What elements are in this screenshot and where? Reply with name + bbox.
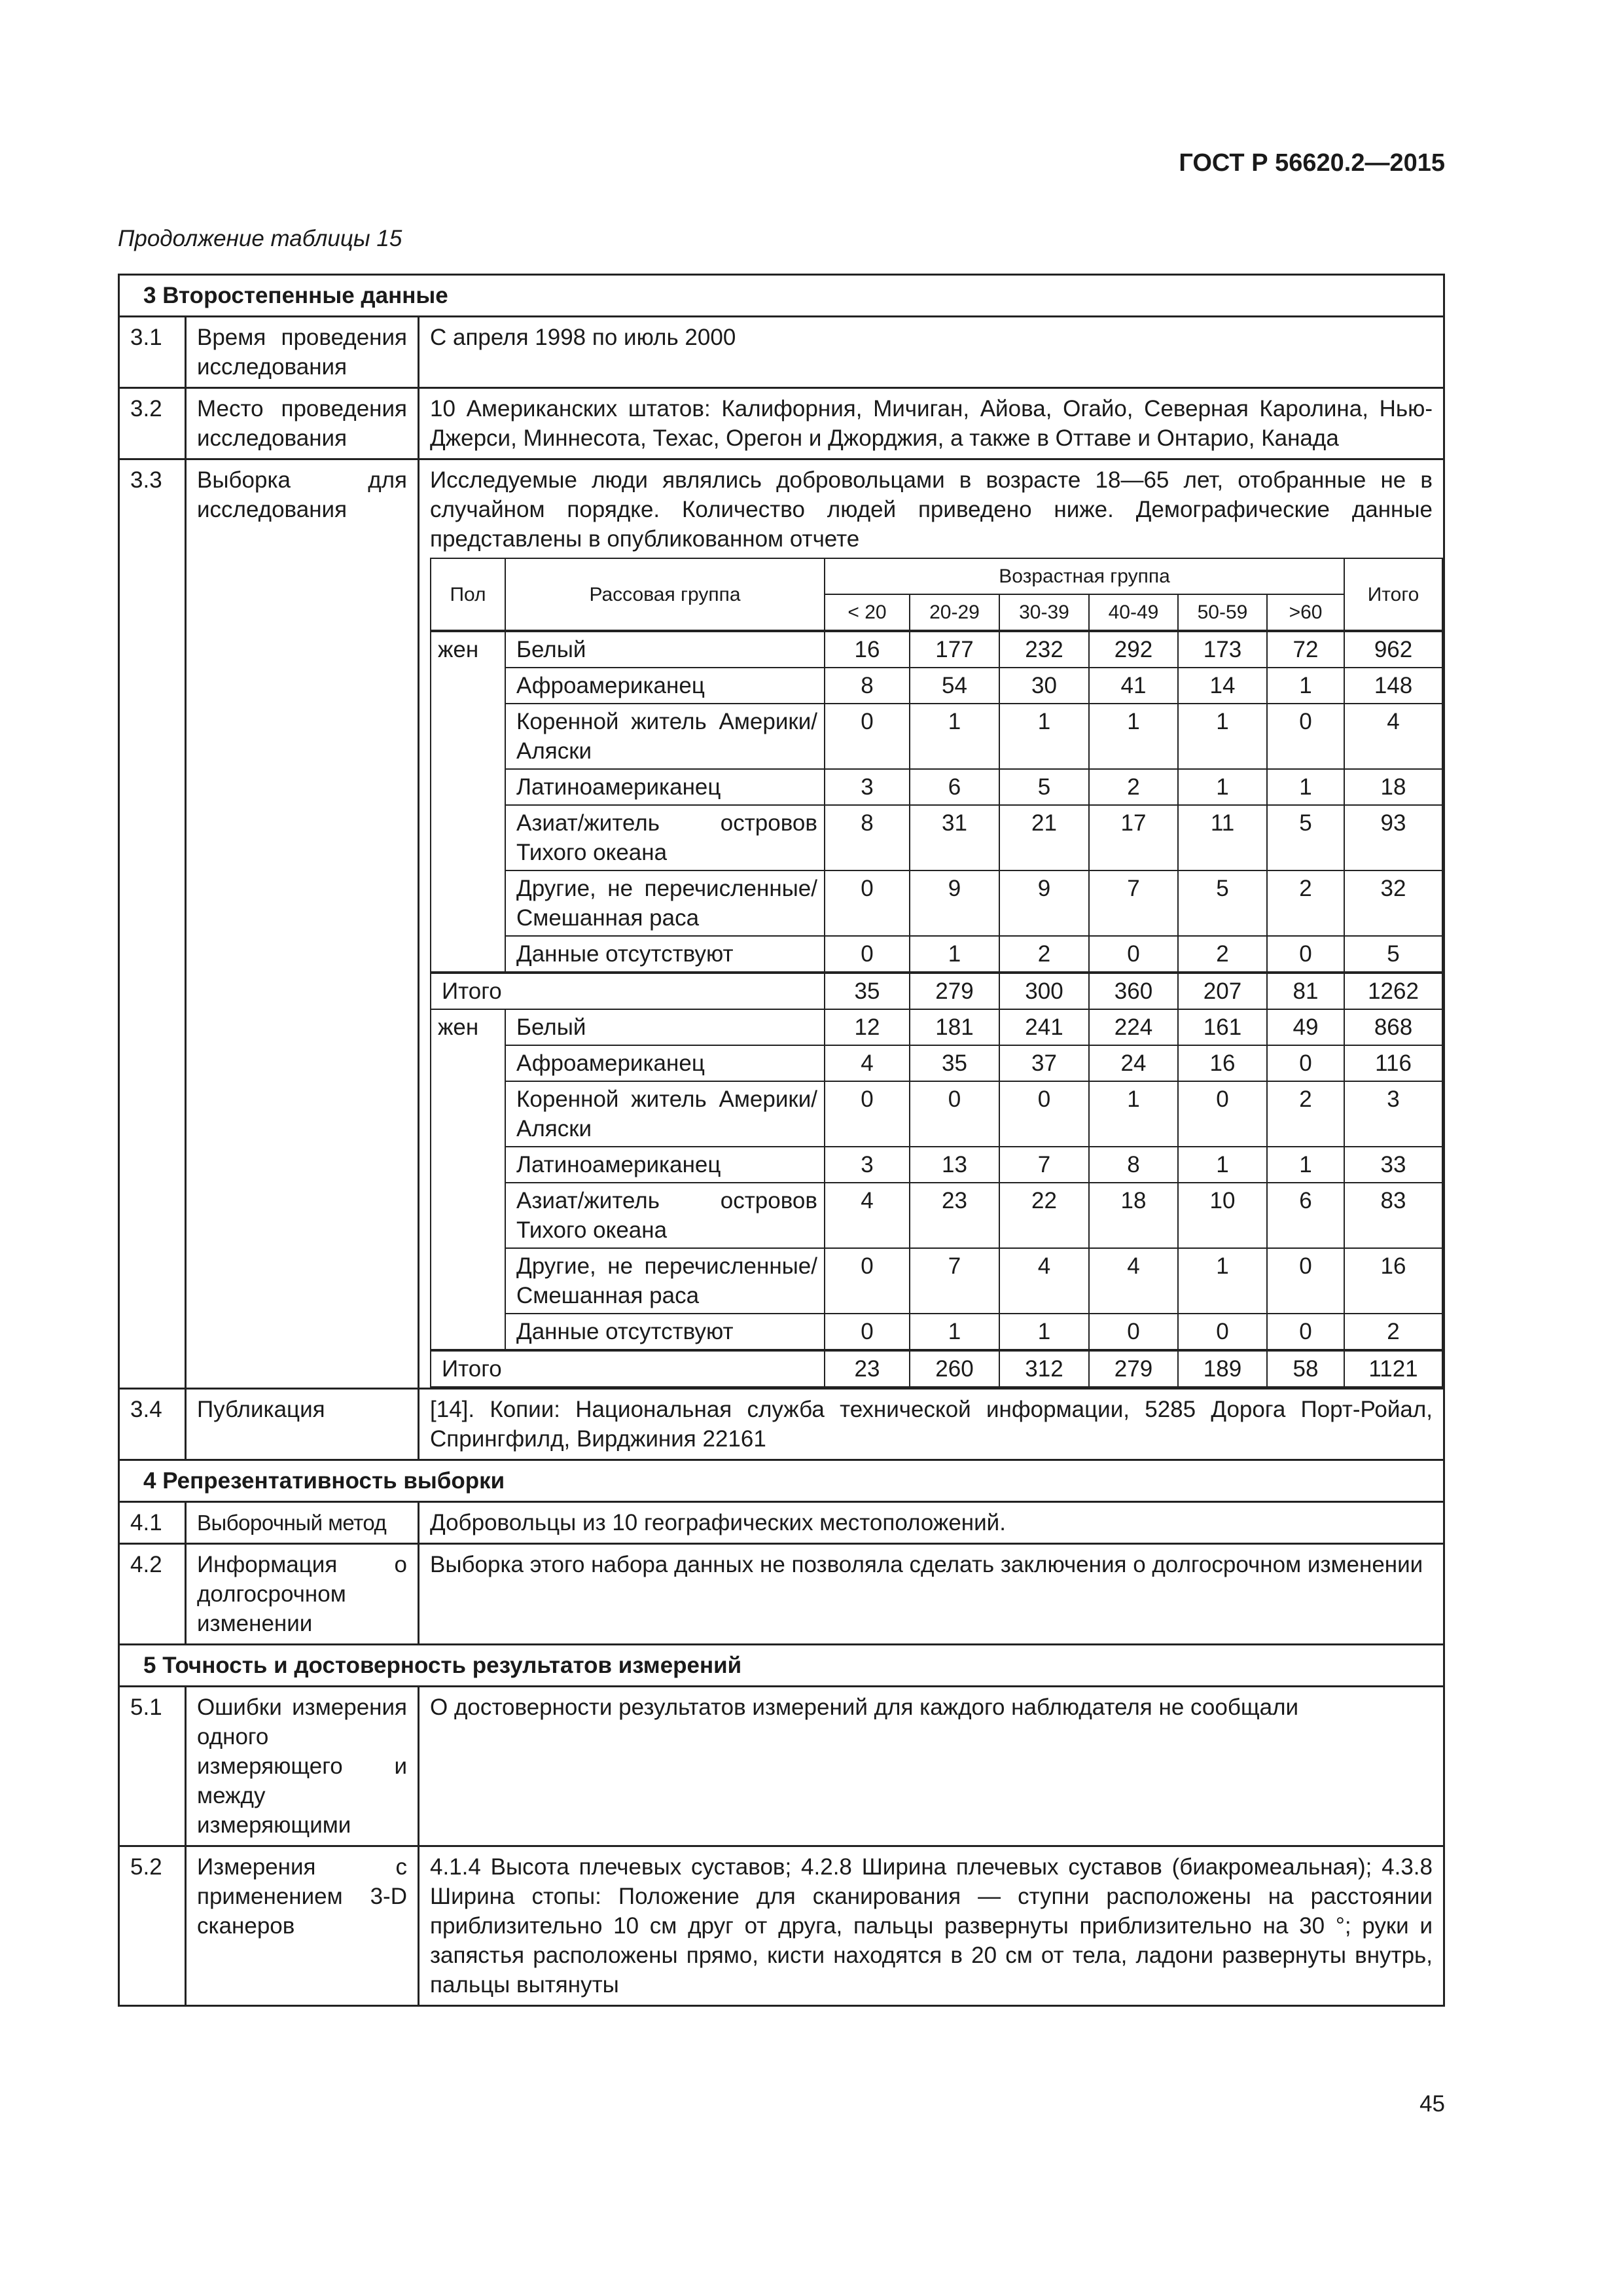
- row-number: 3.3: [119, 459, 186, 1389]
- table-row: [431, 1248, 1442, 1314]
- value-cell: 0: [1267, 1314, 1344, 1350]
- value-cell: 3: [825, 1147, 910, 1183]
- row-number: 3.1: [119, 317, 186, 388]
- table-row: [119, 1846, 1444, 2006]
- total-value: 279: [910, 973, 999, 1009]
- total-value: 260: [910, 1350, 999, 1387]
- total-label: Итого: [431, 1350, 825, 1387]
- section-header-4: [119, 1460, 1444, 1502]
- row-label: Выборочный метод: [186, 1502, 419, 1544]
- value-cell: 11: [1178, 805, 1267, 870]
- value-cell: 0: [825, 1081, 910, 1147]
- value-cell: 8: [825, 668, 910, 704]
- value-cell: 0: [910, 1081, 999, 1147]
- value-cell: 1: [1178, 769, 1267, 805]
- total-value: 300: [999, 973, 1089, 1009]
- section-title: 3 Второстепенные данные: [119, 275, 1444, 317]
- race-cell: Латиноамериканец: [505, 769, 825, 805]
- value-cell: 16: [1178, 1045, 1267, 1081]
- value-cell: 2: [1267, 1081, 1344, 1147]
- row-label: Ошибки измерения одного измеряющего и между измеряющими: [186, 1687, 419, 1846]
- value-cell: 0: [1178, 1081, 1267, 1147]
- table-row: [119, 1687, 1444, 1846]
- row-number: 5.2: [119, 1846, 186, 2006]
- table-row: [119, 459, 1444, 1389]
- row-text: Выборка этого набора данных не позволяла сделать заключения о долгосрочном изменении: [419, 1544, 1444, 1645]
- row-number: 3.2: [119, 388, 186, 459]
- value-cell: 5: [1267, 805, 1344, 870]
- row-number: 4.1: [119, 1502, 186, 1544]
- value-cell: 1: [1089, 704, 1178, 769]
- value-cell: 0: [825, 936, 910, 973]
- value-cell: 93: [1344, 805, 1442, 870]
- value-cell: 41: [1089, 668, 1178, 704]
- value-cell: 0: [999, 1081, 1089, 1147]
- value-cell: 8: [825, 805, 910, 870]
- value-cell: 1: [1267, 1147, 1344, 1183]
- total-value: 360: [1089, 973, 1178, 1009]
- value-cell: 1: [1267, 769, 1344, 805]
- row-text: О достоверности результатов измерений для каждого наблюдателя не сообщали: [419, 1687, 1444, 1846]
- value-cell: 0: [1267, 1248, 1344, 1314]
- table-row: [431, 1183, 1442, 1248]
- header-age: < 20: [825, 594, 910, 631]
- total-value: 312: [999, 1350, 1089, 1387]
- table-row: [431, 668, 1442, 704]
- value-cell: 16: [825, 631, 910, 668]
- value-cell: 1: [1178, 1147, 1267, 1183]
- table-row: [431, 1081, 1442, 1147]
- value-cell: 18: [1089, 1183, 1178, 1248]
- value-cell: 148: [1344, 668, 1442, 704]
- value-cell: 13: [910, 1147, 999, 1183]
- value-cell: 4: [1089, 1248, 1178, 1314]
- value-cell: 0: [1089, 1314, 1178, 1350]
- value-cell: 1: [1178, 1248, 1267, 1314]
- value-cell: 31: [910, 805, 999, 870]
- row-text: С апреля 1998 по июль 2000: [419, 317, 1444, 388]
- value-cell: 173: [1178, 631, 1267, 668]
- table-row: [119, 1544, 1444, 1645]
- row-label: Измерения с применением 3-D сканеров: [186, 1846, 419, 2006]
- value-cell: 0: [1089, 936, 1178, 973]
- sex-cell: жен: [431, 1009, 505, 1350]
- header-age: 50-59: [1178, 594, 1267, 631]
- value-cell: 18: [1344, 769, 1442, 805]
- table-row: [431, 1009, 1442, 1045]
- table-row: [431, 805, 1442, 870]
- header-age: 20-29: [910, 594, 999, 631]
- row-text: 10 Американских штатов: Калифорния, Мичиган, Айова, Огайо, Северная Каролина, Нью-Джерси, Миннесота, Техас, Орегон и Джорджия, а также в Оттаве и Онтарио, Канада: [419, 388, 1444, 459]
- standard-designation: ГОСТ Р 56620.2—2015: [1179, 149, 1445, 177]
- race-cell: Латиноамериканец: [505, 1147, 825, 1183]
- race-cell: Данные отсутствуют: [505, 936, 825, 973]
- total-value: 81: [1267, 973, 1344, 1009]
- value-cell: 4: [1344, 704, 1442, 769]
- section-header-5: [119, 1645, 1444, 1687]
- value-cell: 17: [1089, 805, 1178, 870]
- table-row: [119, 388, 1444, 459]
- value-cell: 4: [825, 1045, 910, 1081]
- row-label: Публикация: [186, 1389, 419, 1460]
- value-cell: 1: [1267, 668, 1344, 704]
- table-row: [119, 1502, 1444, 1544]
- row-label: Выборка для исследования: [186, 459, 419, 1389]
- row-number: 3.4: [119, 1389, 186, 1460]
- value-cell: 1: [999, 704, 1089, 769]
- race-cell: Азиат/житель островов Тихого океана: [505, 805, 825, 870]
- table-row: [431, 870, 1442, 936]
- table-row: [119, 1389, 1444, 1460]
- race-cell: Другие, не перечисленные/Смешанная раса: [505, 870, 825, 936]
- total-value: 58: [1267, 1350, 1344, 1387]
- header-total: Итого: [1344, 558, 1442, 631]
- value-cell: 7: [999, 1147, 1089, 1183]
- value-cell: 241: [999, 1009, 1089, 1045]
- row-number: 4.2: [119, 1544, 186, 1645]
- value-cell: 5: [999, 769, 1089, 805]
- value-cell: 0: [825, 1314, 910, 1350]
- header-age: >60: [1267, 594, 1344, 631]
- value-cell: 10: [1178, 1183, 1267, 1248]
- total-row: [431, 1350, 1442, 1387]
- row-text: Добровольцы из 10 географических местоположений.: [419, 1502, 1444, 1544]
- value-cell: 0: [825, 1248, 910, 1314]
- value-cell: 1: [1178, 704, 1267, 769]
- race-cell: Афроамериканец: [505, 1045, 825, 1081]
- value-cell: 35: [910, 1045, 999, 1081]
- value-cell: 2: [1344, 1314, 1442, 1350]
- table-row: [431, 1147, 1442, 1183]
- table-row: [431, 1045, 1442, 1081]
- value-cell: 116: [1344, 1045, 1442, 1081]
- total-value: 35: [825, 973, 910, 1009]
- value-cell: 0: [825, 870, 910, 936]
- value-cell: 12: [825, 1009, 910, 1045]
- value-cell: 181: [910, 1009, 999, 1045]
- value-cell: 3: [1344, 1081, 1442, 1147]
- header-age: 30-39: [999, 594, 1089, 631]
- total-value: 207: [1178, 973, 1267, 1009]
- row-content: [419, 459, 1444, 1389]
- row-number: 5.1: [119, 1687, 186, 1846]
- value-cell: 24: [1089, 1045, 1178, 1081]
- value-cell: 7: [1089, 870, 1178, 936]
- header-age-group: Возрастная группа: [825, 558, 1344, 594]
- value-cell: 2: [1267, 870, 1344, 936]
- value-cell: 2: [1089, 769, 1178, 805]
- value-cell: 5: [1178, 870, 1267, 936]
- value-cell: 32: [1344, 870, 1442, 936]
- row-label: Время проведения исследования: [186, 317, 419, 388]
- section-title: 4 Репрезентативность выборки: [119, 1460, 1444, 1502]
- value-cell: 6: [910, 769, 999, 805]
- total-value: 1262: [1344, 973, 1442, 1009]
- value-cell: 224: [1089, 1009, 1178, 1045]
- race-cell: Другие, не перечисленные/Смешанная раса: [505, 1248, 825, 1314]
- table-continuation-caption: Продолжение таблицы 15: [118, 226, 402, 251]
- total-value: 1121: [1344, 1350, 1442, 1387]
- row-text: 4.1.4 Высота плечевых суставов; 4.2.8 Ширина плечевых суставов (биакромеальная); 4.3.8 Ширина стопы: Положение для сканирования — ступни расположены на расстоянии приблизительно 10 см друг от друга, пальцы развернуты приблизительно на 30 °; руки и запястья расположены прямо, кисти находятся в 20 см от тела, ладони развернуты внутрь, пальцы вытянуты: [419, 1846, 1444, 2006]
- value-cell: 0: [1267, 936, 1344, 973]
- header-race: Рассовая группа: [505, 558, 825, 631]
- value-cell: 5: [1344, 936, 1442, 973]
- total-value: 189: [1178, 1350, 1267, 1387]
- value-cell: 177: [910, 631, 999, 668]
- value-cell: 2: [999, 936, 1089, 973]
- value-cell: 7: [910, 1248, 999, 1314]
- race-cell: Данные отсутствуют: [505, 1314, 825, 1350]
- value-cell: 54: [910, 668, 999, 704]
- data-table: [118, 274, 1445, 2007]
- total-value: 279: [1089, 1350, 1178, 1387]
- total-value: 23: [825, 1350, 910, 1387]
- value-cell: 33: [1344, 1147, 1442, 1183]
- row-text: [14]. Копии: Национальная служба технической информации, 5285 Дорога Порт-Ройал, Спрингфилд, Вирджиния 22161: [419, 1389, 1444, 1460]
- page-number: 45: [1419, 2091, 1445, 2117]
- value-cell: 83: [1344, 1183, 1442, 1248]
- value-cell: 1: [910, 936, 999, 973]
- value-cell: 1: [910, 1314, 999, 1350]
- value-cell: 3: [825, 769, 910, 805]
- value-cell: 22: [999, 1183, 1089, 1248]
- row-label: Место проведения исследования: [186, 388, 419, 459]
- value-cell: 0: [1267, 1045, 1344, 1081]
- race-cell: Коренной житель Америки/Аляски: [505, 704, 825, 769]
- value-cell: 8: [1089, 1147, 1178, 1183]
- race-cell: Азиат/житель островов Тихого океана: [505, 1183, 825, 1248]
- table-row: [431, 769, 1442, 805]
- value-cell: 2: [1178, 936, 1267, 973]
- value-cell: 9: [999, 870, 1089, 936]
- value-cell: 4: [999, 1248, 1089, 1314]
- value-cell: 232: [999, 631, 1089, 668]
- header-sex: Пол: [431, 558, 505, 631]
- table-row: [431, 1314, 1442, 1350]
- table-row: [119, 317, 1444, 388]
- value-cell: 1: [1089, 1081, 1178, 1147]
- value-cell: 962: [1344, 631, 1442, 668]
- value-cell: 0: [1267, 704, 1344, 769]
- value-cell: 21: [999, 805, 1089, 870]
- value-cell: 161: [1178, 1009, 1267, 1045]
- row-text: Исследуемые люди являлись добровольцами в возрасте 18—65 лет, отобранные не в случайном порядке. Количество людей приведено ниже. Демографические данные представлены в опубликованном отчете: [430, 467, 1433, 552]
- value-cell: 37: [999, 1045, 1089, 1081]
- value-cell: 23: [910, 1183, 999, 1248]
- table-header-row: [431, 558, 1442, 594]
- value-cell: 30: [999, 668, 1089, 704]
- value-cell: 6: [1267, 1183, 1344, 1248]
- value-cell: 868: [1344, 1009, 1442, 1045]
- race-cell: Белый: [505, 631, 825, 668]
- value-cell: 4: [825, 1183, 910, 1248]
- value-cell: 14: [1178, 668, 1267, 704]
- value-cell: 0: [825, 704, 910, 769]
- section-header-3: [119, 275, 1444, 317]
- value-cell: 9: [910, 870, 999, 936]
- value-cell: 1: [999, 1314, 1089, 1350]
- table-row: [431, 936, 1442, 973]
- sex-cell: жен: [431, 631, 505, 973]
- race-cell: Белый: [505, 1009, 825, 1045]
- value-cell: 49: [1267, 1009, 1344, 1045]
- value-cell: 1: [910, 704, 999, 769]
- race-cell: Коренной житель Америки/Аляски: [505, 1081, 825, 1147]
- total-row: [431, 973, 1442, 1009]
- table-row: [431, 631, 1442, 668]
- header-age: 40-49: [1089, 594, 1178, 631]
- table-row: [431, 704, 1442, 769]
- value-cell: 0: [1178, 1314, 1267, 1350]
- row-label: Информация о долгосрочном изменении: [186, 1544, 419, 1645]
- value-cell: 16: [1344, 1248, 1442, 1314]
- demographics-table: [430, 558, 1443, 1388]
- total-label: Итого: [431, 973, 825, 1009]
- race-cell: Афроамериканец: [505, 668, 825, 704]
- value-cell: 292: [1089, 631, 1178, 668]
- value-cell: 72: [1267, 631, 1344, 668]
- section-title: 5 Точность и достоверность результатов измерений: [119, 1645, 1444, 1687]
